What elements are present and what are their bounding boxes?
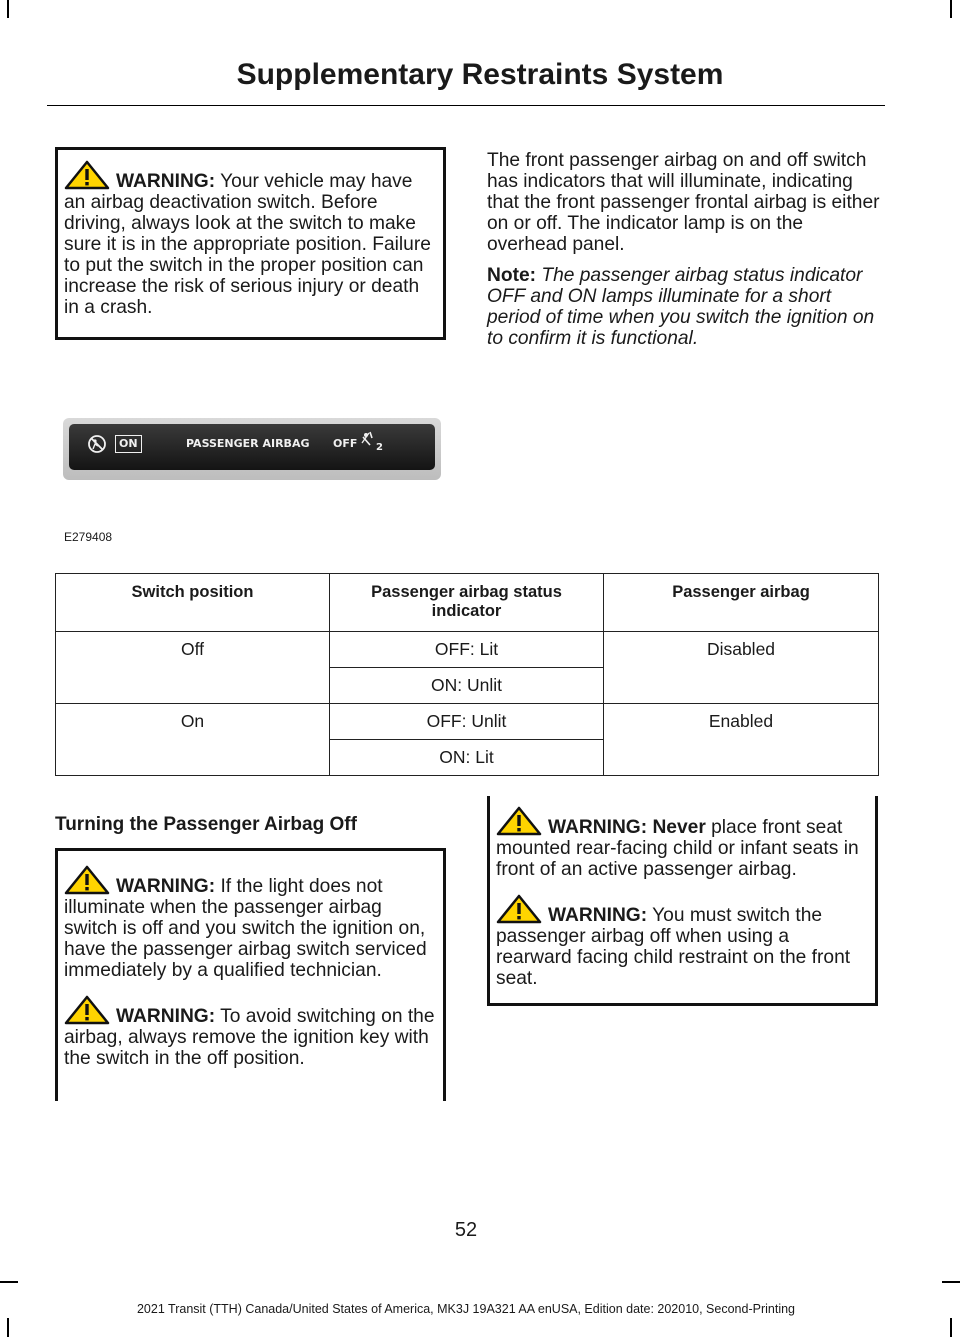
switch-position-cell: Off [56, 632, 330, 704]
airbag-status-table [55, 573, 879, 776]
crop-mark-bottom-left [7, 1318, 9, 1337]
warning-text: You must switch the passenger airbag off when using a rearward facing child restraint on the front seat. [496, 905, 851, 989]
panel-label: PASSENGER AIRBAG [186, 437, 310, 450]
crop-mark-right [942, 1281, 960, 1283]
page-title: Supplementary Restraints System [236, 58, 724, 91]
column-header: Switch position [56, 574, 330, 632]
warning-triangle-icon [64, 160, 110, 190]
overhead-panel-figure [63, 418, 441, 480]
panel-seat-number: 2 [376, 442, 383, 453]
warning-paragraph [496, 894, 867, 989]
warning-paragraph [64, 160, 435, 318]
warning-label: WARNING: [116, 1006, 216, 1027]
note-paragraph [487, 265, 882, 349]
table-header-row [56, 574, 879, 632]
warning-triangle-icon [64, 995, 110, 1025]
section-heading: Turning the Passenger Airbag Off [55, 814, 357, 835]
airbag-off-symbol-icon [87, 434, 107, 454]
intro-paragraph: The front passenger airbag on and off switch has indicators that will illuminate, indicating that the front passenger frontal airbag is either on or off. The indicator lamp is on the overhead panel. [487, 150, 880, 255]
note-text: The passenger airbag status indicator OFF and ON lamps illuminate for a short period of time when you switch the ignition on to confirm it is functional. [487, 265, 875, 349]
table-row [56, 632, 879, 668]
indicator-cell: OFF: Lit [330, 632, 604, 668]
warning-triangle-icon [496, 806, 542, 836]
warning-label: WARNING: [548, 905, 648, 926]
title-divider [47, 105, 885, 106]
overhead-panel-display [69, 424, 435, 470]
warning-paragraph [64, 865, 435, 981]
warning-paragraph [496, 806, 867, 880]
warning-text: place front seat mounted rear-facing child or infant seats in front of an active passenger airbag. [496, 817, 859, 880]
page-footer: 2021 Transit (TTH) Canada/United States of America, MK3J 19A321 AA enUSA, Edition date: 202010, Second-Printing [136, 1302, 795, 1316]
warning-triangle-icon [496, 894, 542, 924]
table-row [56, 704, 879, 740]
warning-box-right-column [487, 796, 878, 1006]
warning-text: Your vehicle may have an airbag deactivation switch. Before driving, always look at the switch to make sure it is in the appropriate position. Failure to put the switch in the proper position can increase the risk of serious injury or death in a crash. [64, 171, 431, 318]
column-header: Passenger airbag [604, 574, 879, 632]
panel-off-indicator: OFF [333, 437, 358, 450]
crop-mark-top-left [7, 0, 9, 18]
warning-triangle-icon [64, 865, 110, 895]
page-number: 52 [454, 1219, 478, 1241]
switch-position-cell: On [56, 704, 330, 776]
column-header: Passenger airbag status indicator [330, 574, 604, 632]
airbag-state-cell: Enabled [604, 704, 879, 776]
indicator-cell: ON: Unlit [330, 668, 604, 704]
crop-mark-left [0, 1281, 18, 1283]
warning-box-left-column [55, 848, 446, 1101]
warning-label: WARNING: [116, 876, 216, 897]
note-label: Note: [487, 265, 537, 286]
warning-label: WARNING: Never [548, 817, 706, 838]
warning-text: If the light does not illuminate when the passenger airbag switch is off and you switch the ignition on, have the passenger airbag switch serviced immediately by a qualified technician. [64, 876, 427, 981]
airbag-state-cell: Disabled [604, 632, 879, 704]
warning-paragraph [64, 995, 435, 1069]
indicator-cell: OFF: Unlit [330, 704, 604, 740]
panel-on-indicator: ON [115, 435, 142, 453]
warning-text: To avoid switching on the airbag, always remove the ignition key with the switch in the off position. [64, 1006, 435, 1069]
crop-mark-top-right [950, 0, 952, 18]
crop-mark-bottom-right [950, 1318, 952, 1337]
indicator-cell: ON: Lit [330, 740, 604, 776]
warning-label: WARNING: [116, 171, 216, 192]
figure-id: E279408 [64, 530, 113, 544]
warning-box-airbag-switch [55, 147, 446, 340]
